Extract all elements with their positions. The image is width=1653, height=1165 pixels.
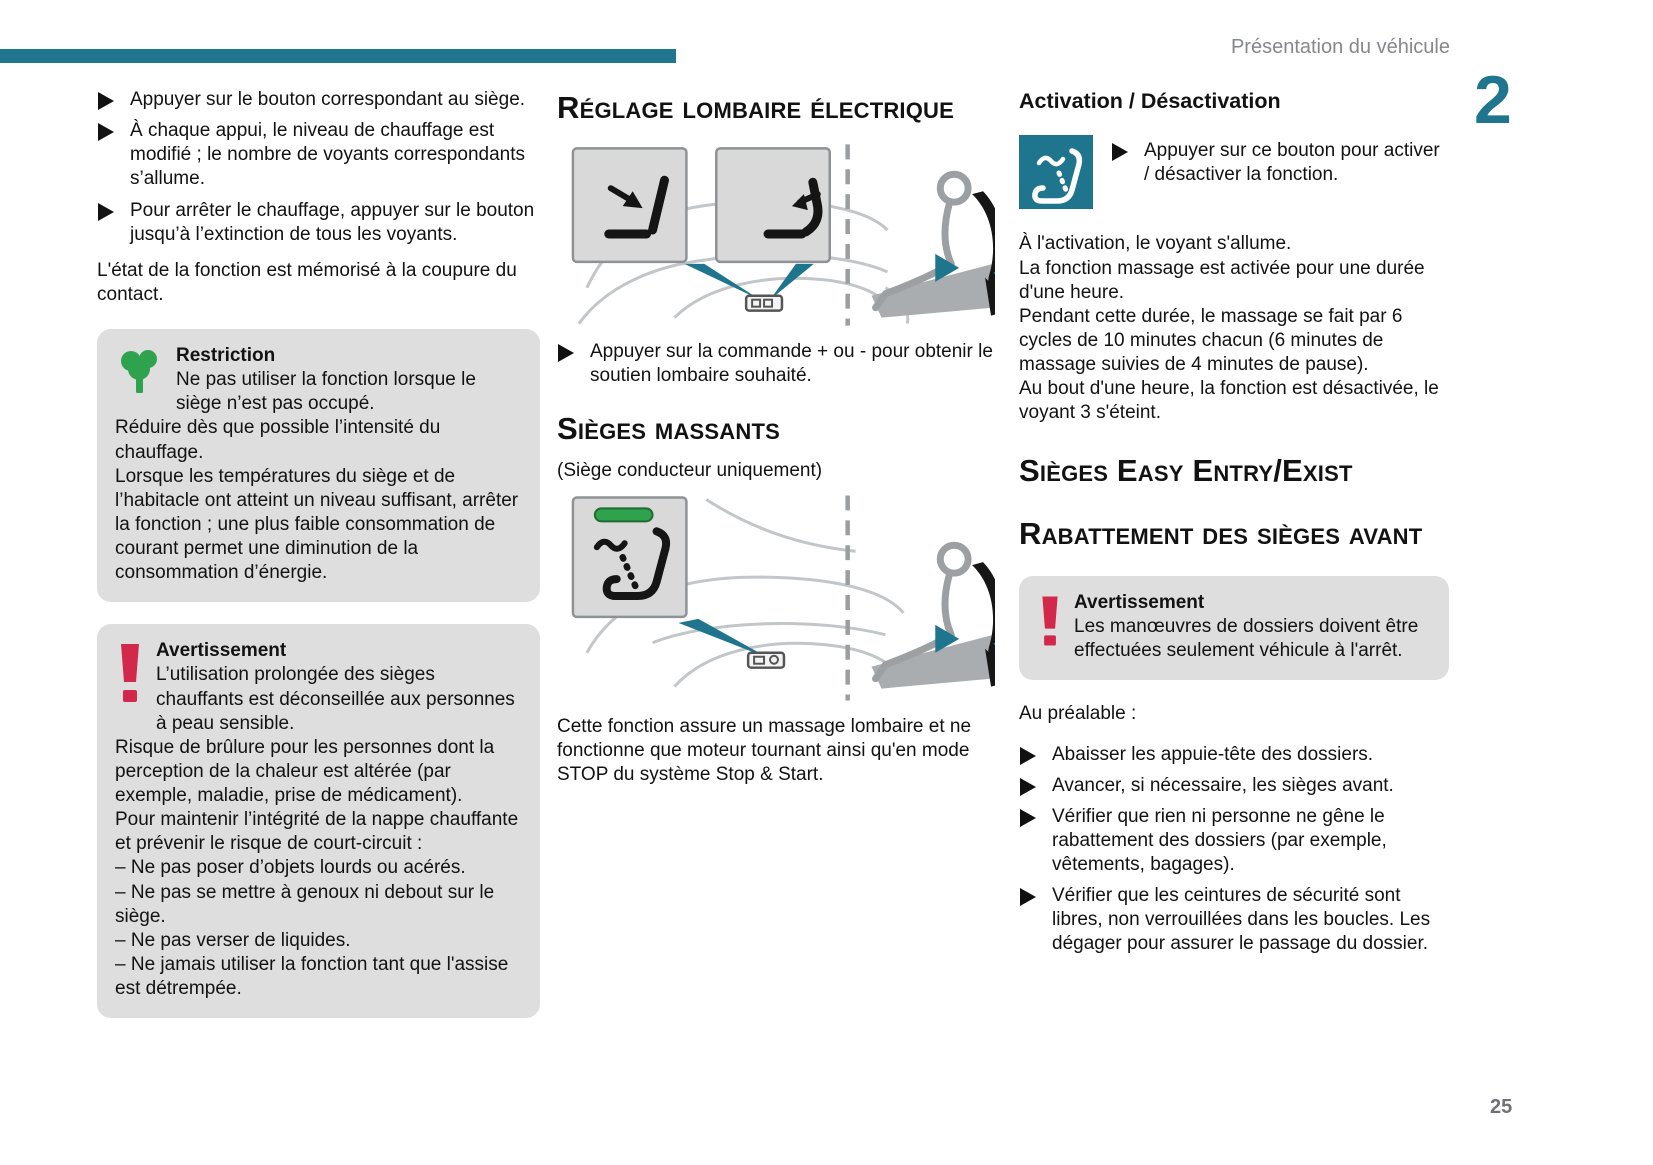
box-line: L’utilisation prolongée des sièges chauffants est déconseillée aux personnes à peau sensible. bbox=[156, 664, 515, 734]
box-line: Ne pas utiliser la fonction lorsque le siège n’est pas occupé. bbox=[176, 369, 476, 415]
section-title-massage: Sièges massants bbox=[557, 410, 780, 446]
seated-person-figure bbox=[872, 545, 995, 688]
page-number: 25 bbox=[1490, 1096, 1513, 1118]
bullet-text: À chaque appui, le niveau de chauffage est modifié ; le nombre de voyants correspondants s’allume. bbox=[130, 120, 525, 190]
bullet-text: Pour arrêter le chauffage, appuyer sur le bouton jusqu’à l’extinction de tous les voyants. bbox=[130, 199, 535, 245]
paragraph: La fonction massage est activée pour une durée d'une heure. bbox=[1019, 257, 1425, 303]
list-item bbox=[557, 340, 997, 388]
bullet-text: Abaisser les appuie-tête des dossiers. bbox=[1052, 743, 1374, 765]
list-item bbox=[1019, 805, 1449, 877]
list-item bbox=[1111, 139, 1449, 187]
bullet-text: Avancer, si nécessaire, les sièges avant. bbox=[1052, 774, 1394, 796]
section-title-lumbar: Réglage lombaire électrique bbox=[557, 90, 955, 125]
box-line: Réduire dès que possible l’intensité du chauffage. bbox=[115, 417, 441, 463]
paragraph: À l'activation, le voyant s'allume. bbox=[1019, 233, 1292, 255]
tree-icon bbox=[117, 347, 163, 406]
box-title: Avertissement bbox=[156, 640, 287, 662]
box-line: – Ne pas poser d’objets lourds ou acérés. bbox=[115, 857, 466, 879]
chapter-number: 2 bbox=[1474, 62, 1512, 138]
box-line: – Ne pas verser de liquides. bbox=[115, 929, 351, 951]
button-led bbox=[595, 508, 653, 521]
warning-box bbox=[1019, 576, 1449, 680]
warning-box bbox=[97, 624, 540, 1018]
restriction-box bbox=[97, 329, 540, 602]
box-line: Risque de brûlure pour les personnes dont la perception de la chaleur est altérée (par exemple, maladie, prise de médicament). bbox=[115, 736, 495, 806]
bullet-text: Appuyer sur ce bouton pour activer / désactiver la fonction. bbox=[1144, 140, 1440, 186]
paragraph: Pendant cette durée, le massage se fait par 6 cycles de 10 minutes chacun (6 minutes de massage suivies de 4 minutes de pause). bbox=[1019, 305, 1403, 376]
column-right bbox=[1019, 88, 1449, 964]
running-header: Présentation du véhicule bbox=[1230, 36, 1450, 58]
list-item bbox=[97, 199, 540, 247]
box-line: – Ne jamais utiliser la fonction tant que l'assise est détrempée. bbox=[115, 953, 509, 999]
box-line: Lorsque les températures du siège et de l’habitacle ont atteint un niveau suffisant, arrêter la fonction ; une plus faible consommation de courant permet une diminution de la consommation d’énergie. bbox=[115, 465, 519, 584]
bullet-text: Appuyer sur le bouton correspondant au siège. bbox=[130, 89, 526, 110]
box-title: Restriction bbox=[176, 345, 276, 366]
box-line: Les manœuvres de dossiers doivent être effectuées seulement véhicule à l'arrêt. bbox=[1074, 616, 1419, 662]
exclamation-icon bbox=[117, 642, 143, 711]
section-title-easy-entry: Sièges Easy Entry/Exist bbox=[1019, 453, 1353, 489]
box-title: Avertissement bbox=[1074, 592, 1205, 614]
list-item bbox=[97, 88, 540, 112]
prelude-text: Au préalable : bbox=[1019, 703, 1137, 725]
accent-bar bbox=[0, 49, 676, 63]
exclamation-icon bbox=[1039, 594, 1061, 655]
lumbar-adjustment-illustration bbox=[557, 138, 995, 330]
list-item bbox=[1019, 774, 1449, 798]
bullet-text: Appuyer sur la commande + ou - pour obtenir le soutien lombaire souhaité. bbox=[590, 341, 993, 387]
paragraph: Au bout d'une heure, la fonction est désactivée, le voyant 3 s'éteint. bbox=[1019, 378, 1439, 424]
seat-button-icon bbox=[716, 149, 829, 262]
paragraph: Cette fonction assure un massage lombaire et ne fonctionne que moteur tournant ainsi qu'en mode STOP du système Stop & Start. bbox=[557, 715, 972, 786]
activation-row bbox=[1019, 135, 1449, 216]
paragraph: L'état de la fonction est mémorisé à la coupure du contact. bbox=[97, 259, 517, 305]
list-item bbox=[97, 119, 540, 191]
seated-person-figure bbox=[872, 175, 995, 318]
list-item bbox=[1019, 884, 1449, 956]
massage-function-button-icon bbox=[1019, 135, 1093, 216]
column-middle bbox=[557, 88, 997, 787]
box-line: – Ne pas se mettre à genoux ni debout sur le siège. bbox=[115, 881, 495, 927]
column-left bbox=[97, 88, 540, 1018]
section-title-fold-seats: Rabattement des sièges avant bbox=[1019, 515, 1423, 551]
subheading-activation: Activation / Désactivation bbox=[1019, 89, 1281, 113]
subtitle: (Siège conducteur uniquement) bbox=[557, 459, 823, 481]
massage-seat-illustration bbox=[557, 491, 995, 705]
box-line: Pour maintenir l’intégrité de la nappe chauffante et prévenir le risque de court-circuit : bbox=[115, 809, 519, 855]
list-item bbox=[1019, 743, 1449, 767]
bullet-text: Vérifier que les ceintures de sécurité sont libres, non verrouillées dans les boucles. Les dégager pour assurer le passage du dossier. bbox=[1052, 885, 1431, 955]
bullet-text: Vérifier que rien ni personne ne gêne le rabattement des dossiers (par exemple, vêtements, bagages). bbox=[1052, 805, 1387, 876]
